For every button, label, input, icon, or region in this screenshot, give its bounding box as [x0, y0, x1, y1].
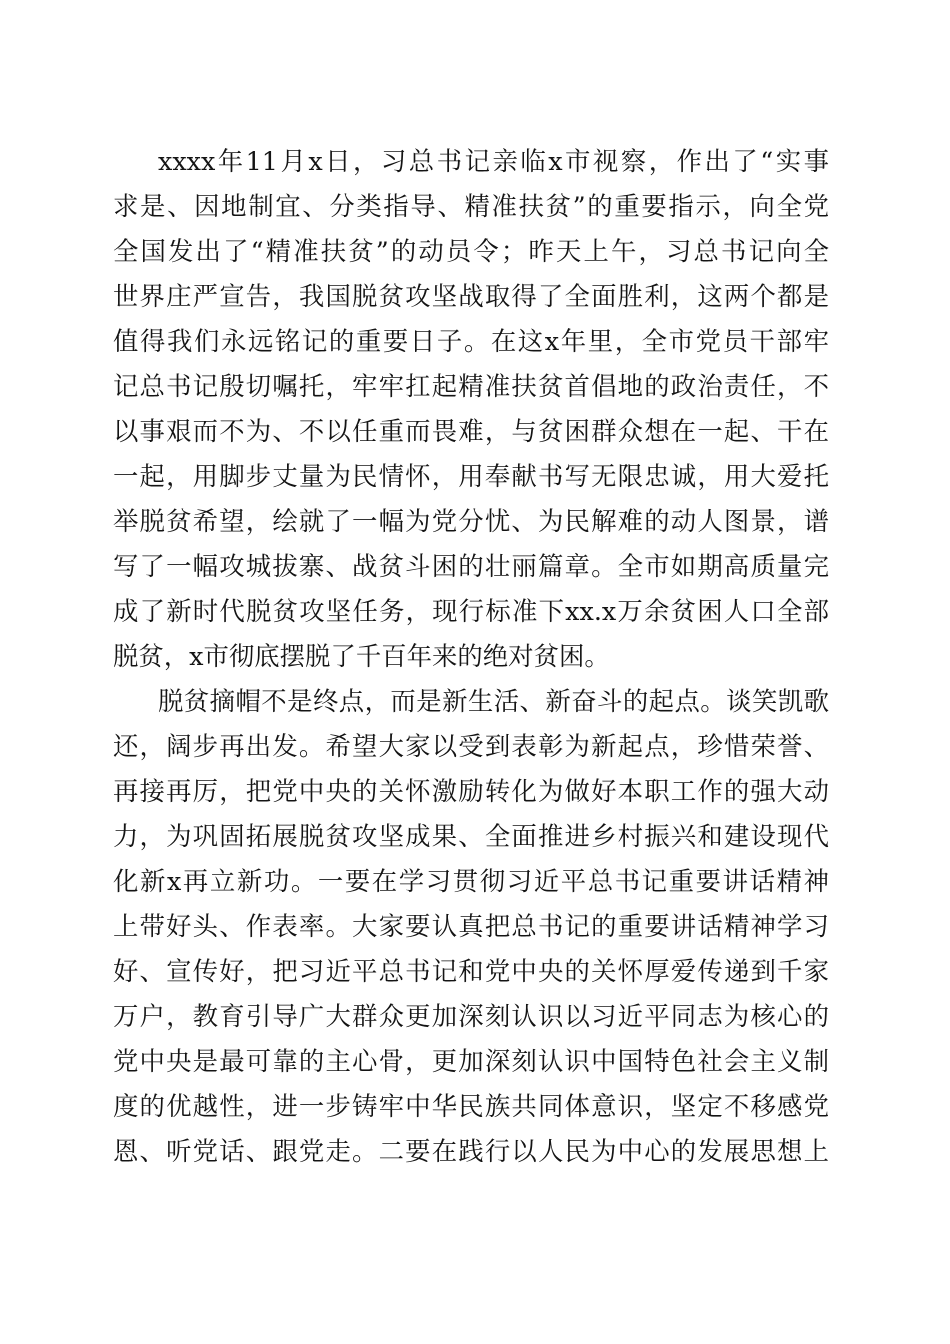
paragraph-line: 度的优越性，进一步铸牢中华民族共同体意识，坚定不移感党 [113, 1091, 829, 1121]
paragraph-line: 党中央是最可靠的主心骨，更加深刻认识中国特色社会主义制 [113, 1046, 829, 1076]
paragraph-line: 成了新时代脱贫攻坚任务，现行标准下xx.x万余贫困人口全部 [113, 596, 829, 626]
paragraph-line: 值得我们永远铭记的重要日子。在这x年里，全市党员干部牢 [113, 326, 829, 356]
paragraph-line: 好、宣传好，把习近平总书记和党中央的关怀厚爱传递到千家 [113, 956, 829, 986]
paragraph-line: xxxx年11月x日，习总书记亲临x市视察，作出了“实事 [158, 146, 829, 176]
paragraph-line: 力，为巩固拓展脱贫攻坚成果、全面推进乡村振兴和建设现代 [113, 821, 829, 851]
paragraph-line: 万户，教育引导广大群众更加深刻认识以习近平同志为核心的 [113, 1001, 829, 1031]
paragraph-line: 举脱贫希望，绘就了一幅为党分忧、为民解难的动人图景，谱 [113, 506, 829, 536]
paragraph-line: 脱贫，x市彻底摆脱了千百年来的绝对贫困。 [113, 641, 610, 671]
paragraph-line: 世界庄严宣告，我国脱贫攻坚战取得了全面胜利，这两个都是 [113, 281, 829, 311]
paragraph-line: 求是、因地制宜、分类指导、精准扶贫”的重要指示，向全党 [113, 191, 829, 221]
paragraph-line: 一起，用脚步丈量为民情怀，用奉献书写无限忠诚，用大爱托 [113, 461, 829, 491]
paragraph-line: 脱贫摘帽不是终点，而是新生活、新奋斗的起点。谈笑凯歌 [158, 686, 829, 716]
paragraph-line: 还，阔步再出发。希望大家以受到表彰为新起点，珍惜荣誉、 [113, 731, 829, 761]
paragraph-line: 再接再厉，把党中央的关怀激励转化为做好本职工作的强大动 [113, 776, 829, 806]
paragraph-line: 化新x再立新功。一要在学习贯彻习近平总书记重要讲话精神 [113, 866, 829, 896]
paragraph-line: 写了一幅攻城拔寨、战贫斗困的壮丽篇章。全市如期高质量完 [113, 551, 829, 581]
paragraph-line: 恩、听党话、跟党走。二要在践行以人民为中心的发展思想上 [113, 1136, 829, 1166]
paragraph-line: 全国发出了“精准扶贫”的动员令；昨天上午，习总书记向全 [113, 236, 829, 266]
paragraph-line: 上带好头、作表率。大家要认真把总书记的重要讲话精神学习 [113, 911, 829, 941]
paragraph-line: 记总书记殷切嘱托，牢牢扛起精准扶贫首倡地的政治责任，不 [113, 371, 829, 401]
paragraph-line: 以事艰而不为、不以任重而畏难，与贫困群众想在一起、干在 [113, 416, 829, 446]
